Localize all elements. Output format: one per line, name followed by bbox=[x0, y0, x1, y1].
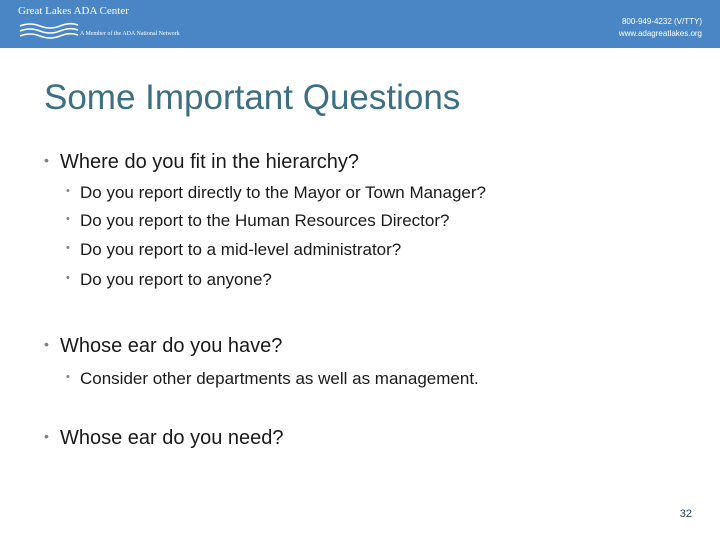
bullet-marker: • bbox=[66, 242, 70, 254]
bullet-marker: • bbox=[44, 336, 49, 352]
bullet-marker: • bbox=[66, 272, 70, 284]
bullet-marker: • bbox=[66, 213, 70, 225]
waves-icon bbox=[18, 20, 80, 42]
bullet-marker: • bbox=[44, 428, 49, 444]
bullet-marker: • bbox=[66, 371, 70, 383]
bullet-item bbox=[44, 427, 284, 450]
bullet-item bbox=[44, 335, 283, 358]
sub-bullet-text: Do you report to the Human Resources Director? bbox=[80, 211, 450, 230]
great-lakes-ada-center-logo[interactable] bbox=[18, 4, 218, 44]
phone-number: 800-949-4232 (V/TTY) bbox=[621, 17, 702, 26]
sub-bullet-item bbox=[66, 369, 479, 389]
sub-bullet-text: Do you report to a mid-level administrator? bbox=[80, 240, 402, 259]
bullet-text: Where do you fit in the hierarchy? bbox=[60, 151, 360, 173]
sub-bullet-item bbox=[66, 240, 402, 260]
sub-bullet-item bbox=[66, 270, 272, 290]
bullet-marker: • bbox=[66, 185, 70, 197]
logo-tagline: A Member of the ADA National Network bbox=[80, 31, 180, 37]
bullet-marker: • bbox=[44, 152, 49, 168]
page-number: 32 bbox=[679, 508, 692, 520]
sub-bullet-text: Do you report directly to the Mayor or Town Manager? bbox=[80, 183, 486, 202]
sub-bullet-item bbox=[66, 183, 486, 203]
sub-bullet-text: Do you report to anyone? bbox=[80, 270, 272, 289]
bullet-text: Whose ear do you need? bbox=[60, 427, 284, 449]
logo-name: Great Lakes ADA Center bbox=[18, 5, 129, 17]
header-bar bbox=[0, 0, 720, 48]
slide-title: Some Important Questions bbox=[44, 78, 461, 117]
bullet-item bbox=[44, 151, 360, 174]
website-link[interactable]: www.adagreatlakes.org bbox=[618, 29, 702, 38]
sub-bullet-text: Consider other departments as well as management. bbox=[80, 369, 479, 388]
contact-info bbox=[619, 16, 702, 40]
sub-bullet-item bbox=[66, 211, 450, 231]
bullet-text: Whose ear do you have? bbox=[60, 335, 283, 357]
